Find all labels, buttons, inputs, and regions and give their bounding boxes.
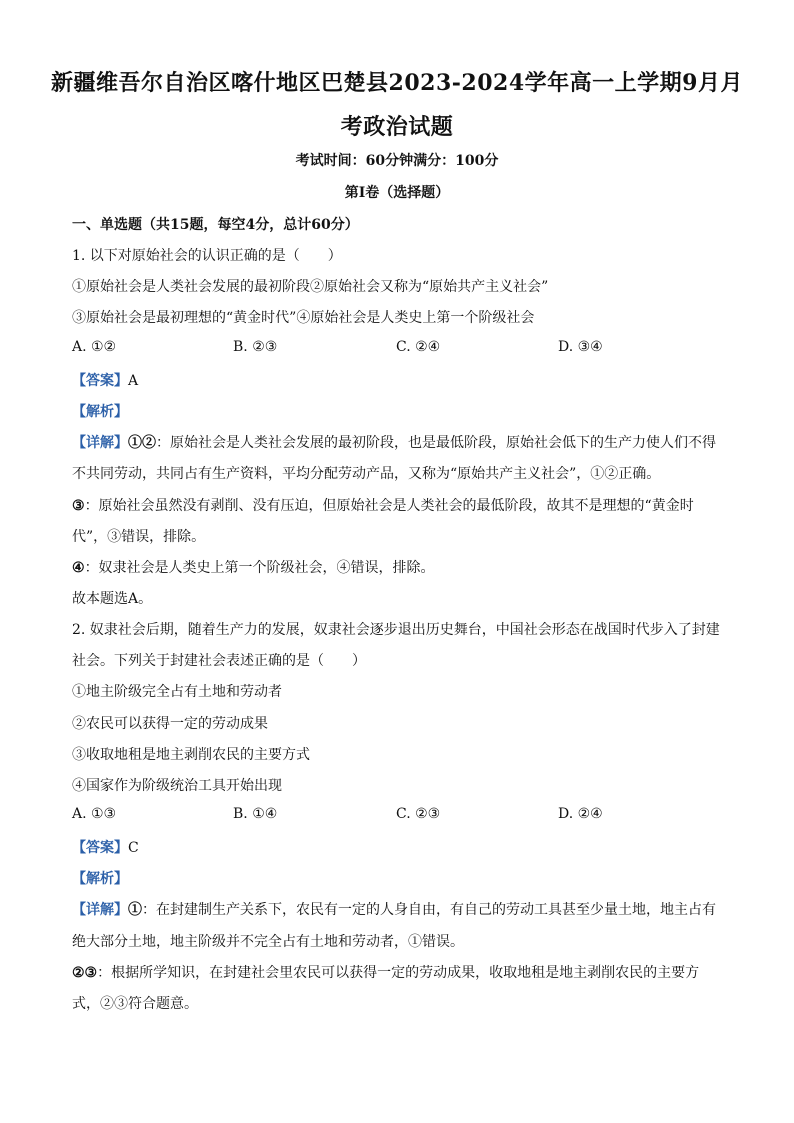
answer-value: A — [128, 373, 139, 389]
question-2-detail-line — [72, 899, 716, 919]
detail-text: ：在封建制生产关系下，农民有一定的人身自由，有自己的劳动工具甚至少量土地，地主占有 — [142, 902, 716, 918]
question-2-statement: ③收取地租是地主剥削农民的主要方式 — [72, 747, 310, 763]
section-heading: 一、单选题（共15题，每空4分，总计60分） — [72, 217, 359, 233]
detail-text: 故本题选A。 — [72, 591, 153, 607]
question-1-detail-line — [72, 432, 716, 452]
detail-marker: ③ — [72, 498, 85, 514]
detail-text: 绝大部分土地，地主阶级并不完全占有土地和劳动者，①错误。 — [72, 934, 464, 950]
question-1-detail-line — [72, 495, 694, 515]
detail-text: ：根据所学知识，在封建社会里农民可以获得一定的劳动成果，收取地租是地主剥削农民的主要方 — [97, 965, 700, 981]
question-1-stem: 1. 以下对原始社会的认识正确的是（ ） — [72, 248, 342, 264]
answer-tag: 【答案】 — [72, 840, 128, 856]
question-1-analysis-tag — [72, 401, 128, 421]
volume-heading: 第Ⅰ卷（选择题） — [344, 185, 450, 201]
analysis-tag: 【解析】 — [72, 871, 128, 887]
question-1-detail-line — [72, 588, 152, 608]
question-2-statement: ①地主阶级完全占有土地和劳动者 — [72, 684, 282, 700]
detail-text: ：原始社会是人类社会发展的最初阶段，也是最低阶段，原始社会低下的生产力使人们不得 — [156, 435, 716, 451]
question-2-option-d: D. ②④ — [558, 806, 603, 822]
answer-value: C — [128, 840, 139, 856]
question-1-option-b: B. ②③ — [233, 339, 278, 355]
question-2-stem: 社会。下列关于封建社会表述正确的是（ ） — [72, 653, 366, 669]
question-1-answer — [72, 370, 138, 390]
document-title-line1: 新疆维吾尔自治区喀什地区巴楚县2023-2024学年高一上学期9月月 — [51, 70, 743, 96]
detail-text: 代”，③错误，排除。 — [72, 529, 206, 545]
detail-tag: 【详解】 — [72, 435, 128, 451]
detail-text: ：奴隶社会是人类史上第一个阶级社会，④错误，排除。 — [84, 560, 435, 576]
question-2-statement: ②农民可以获得一定的劳动成果 — [72, 716, 268, 732]
question-2-option-b: B. ①④ — [233, 806, 278, 822]
question-2-stem: 2. 奴隶社会后期，随着生产力的发展，奴隶社会逐步退出历史舞台，中国社会形态在战国时代步入了封建 — [72, 622, 720, 638]
detail-marker: ① — [128, 902, 142, 918]
question-1-detail-line — [72, 526, 205, 546]
detail-marker: ①② — [128, 435, 156, 451]
question-2-detail-line — [72, 993, 198, 1013]
question-2-answer — [72, 837, 139, 857]
question-1-statement: ①原始社会是人类社会发展的最初阶段②原始社会又称为“原始共产主义社会” — [72, 279, 549, 295]
detail-text: 式，②③符合题意。 — [72, 996, 198, 1012]
question-2-option-a: A. ①③ — [72, 806, 117, 822]
question-2-analysis-tag — [72, 868, 128, 888]
detail-marker: ②③ — [72, 965, 98, 981]
question-2-detail-line — [72, 931, 464, 951]
question-2-option-c: C. ②③ — [396, 806, 441, 822]
detail-marker: ④ — [72, 560, 85, 576]
question-2-statement: ④国家作为阶级统治工具开始出现 — [72, 778, 282, 794]
analysis-tag: 【解析】 — [72, 404, 128, 420]
detail-tag: 【详解】 — [72, 902, 128, 918]
answer-tag: 【答案】 — [72, 373, 128, 389]
detail-text: 不共同劳动，共同占有生产资料，平均分配劳动产品，又称为“原始共产主义社会”，①②正确。 — [72, 466, 661, 482]
exam-info: 考试时间：60分钟满分：100分 — [295, 153, 499, 169]
question-1-option-a: A. ①② — [72, 339, 117, 355]
detail-text: ：原始社会虽然没有剥削、没有压迫，但原始社会是人类社会的最低阶段，故其不是理想的“黄金时 — [84, 498, 694, 514]
question-1-option-c: C. ②④ — [396, 339, 441, 355]
question-1-detail-line — [72, 557, 435, 577]
document-title-line2: 考政治试题 — [340, 114, 454, 140]
question-2-detail-line — [72, 962, 699, 982]
question-1-detail-line — [72, 463, 660, 483]
question-1-statement: ③原始社会是最初理想的“黄金时代”④原始社会是人类史上第一个阶级社会 — [72, 310, 535, 326]
question-1-option-d: D. ③④ — [558, 339, 603, 355]
